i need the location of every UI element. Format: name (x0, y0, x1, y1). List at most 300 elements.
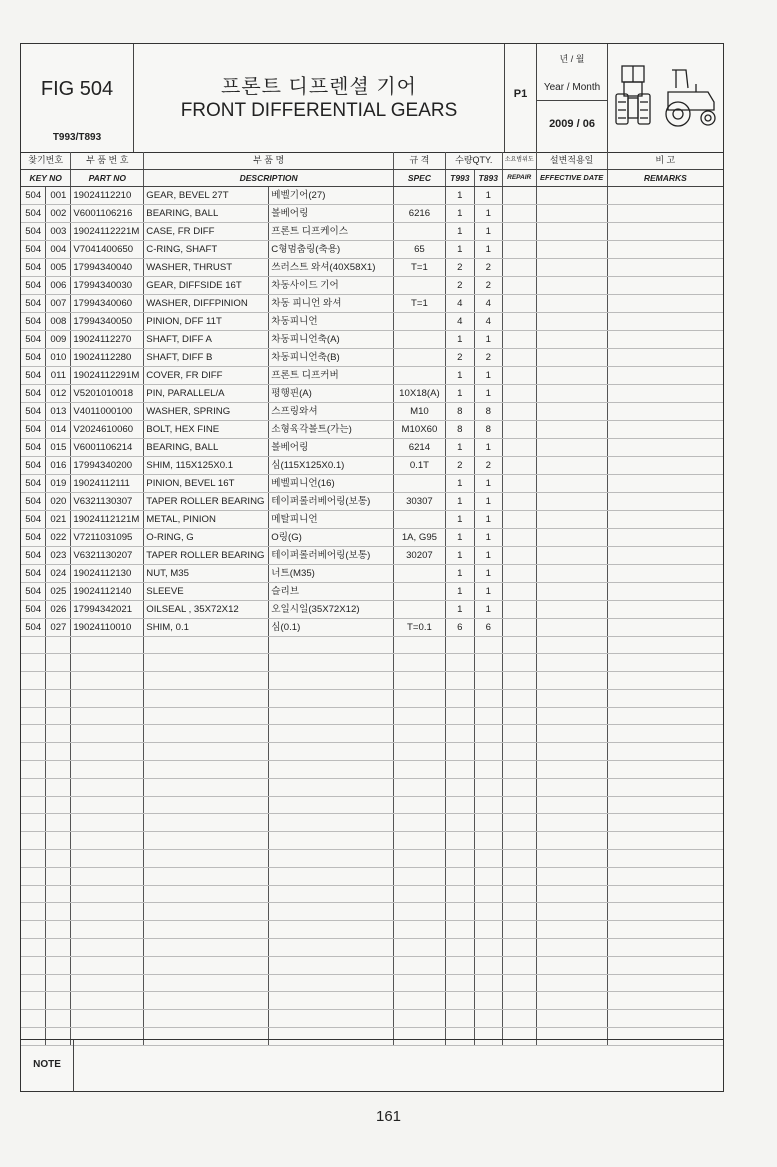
key-number: 024 (46, 564, 71, 582)
repair (502, 438, 536, 456)
key-group: 504 (21, 294, 46, 312)
part-number: 19024112210 (71, 186, 144, 204)
remarks (607, 420, 723, 438)
key-group: 504 (21, 600, 46, 618)
fig-box (21, 44, 134, 152)
year-month-english: Year / Month (543, 82, 601, 93)
remarks (607, 222, 723, 240)
qty-t993: 1 (445, 222, 474, 240)
repair (502, 276, 536, 294)
empty-row (21, 636, 723, 654)
description: GEAR, BEVEL 27T (144, 186, 269, 204)
table-row (21, 312, 723, 330)
table-row (21, 438, 723, 456)
table-row (21, 564, 723, 582)
repair (502, 456, 536, 474)
qty-t993: 2 (445, 456, 474, 474)
year-month-box (537, 44, 608, 152)
table-row (21, 510, 723, 528)
korean-name: 프론트 디프커버 (269, 366, 394, 384)
repair (502, 240, 536, 258)
repair (502, 348, 536, 366)
remarks (607, 510, 723, 528)
part-number: 19024112121M (71, 510, 144, 528)
key-group: 504 (21, 474, 46, 492)
korean-name: 프론트 디프케이스 (269, 222, 394, 240)
remarks (607, 546, 723, 564)
key-number: 013 (46, 402, 71, 420)
qty-t993: 1 (445, 474, 474, 492)
table-row (21, 330, 723, 348)
qty-t993: 1 (445, 384, 474, 402)
description: PINION, BEVEL 16T (144, 474, 269, 492)
qty-t893: 1 (474, 240, 502, 258)
remarks (607, 564, 723, 582)
effective-date (536, 618, 607, 636)
qty-t893: 2 (474, 456, 502, 474)
remarks (607, 402, 723, 420)
qty-t993: 4 (445, 294, 474, 312)
effective-date (536, 420, 607, 438)
repair (502, 402, 536, 420)
part-number: 19024112291M (71, 366, 144, 384)
key-number: 001 (46, 186, 71, 204)
repair (502, 294, 536, 312)
qty-t993: 1 (445, 564, 474, 582)
spec: T=1 (393, 258, 445, 276)
qty-t993: 1 (445, 600, 474, 618)
parts-table (21, 152, 723, 1046)
spec: 1A, G95 (393, 528, 445, 546)
part-number: 17994340200 (71, 456, 144, 474)
qty-t993: 1 (445, 204, 474, 222)
remarks (607, 366, 723, 384)
col-part-kr: 부 품 번 호 (71, 152, 144, 169)
key-group: 504 (21, 348, 46, 366)
qty-t993: 1 (445, 330, 474, 348)
key-group: 504 (21, 546, 46, 564)
empty-row (21, 885, 723, 903)
spec (393, 474, 445, 492)
korean-name: 테이퍼롤러베어링(보통) (269, 492, 394, 510)
key-group: 504 (21, 402, 46, 420)
empty-row (21, 974, 723, 992)
table-row (21, 366, 723, 384)
key-group: 504 (21, 186, 46, 204)
tractor-icon (612, 58, 722, 138)
effective-date (536, 384, 607, 402)
qty-t993: 8 (445, 402, 474, 420)
empty-row (21, 707, 723, 725)
col-spec-en: SPEC (393, 169, 445, 186)
remarks (607, 618, 723, 636)
repair (502, 222, 536, 240)
repair (502, 366, 536, 384)
empty-row (21, 939, 723, 957)
effective-date (536, 546, 607, 564)
qty-t893: 2 (474, 258, 502, 276)
qty-t893: 1 (474, 438, 502, 456)
header-row-korean (21, 152, 723, 169)
qty-t893: 1 (474, 510, 502, 528)
key-number: 009 (46, 330, 71, 348)
effective-date (536, 582, 607, 600)
col-rem-kr: 비 고 (607, 152, 723, 169)
remarks (607, 294, 723, 312)
empty-row (21, 743, 723, 761)
table-row (21, 276, 723, 294)
description: SHIM, 0.1 (144, 618, 269, 636)
effective-date (536, 240, 607, 258)
issue-date: 2009 / 06 (549, 118, 595, 130)
table-row (21, 492, 723, 510)
part-number: 19024110010 (71, 618, 144, 636)
repair (502, 204, 536, 222)
part-number: 19024112111 (71, 474, 144, 492)
empty-row (21, 689, 723, 707)
remarks (607, 528, 723, 546)
qty-t993: 2 (445, 276, 474, 294)
col-key-en: KEY NO (21, 169, 71, 186)
key-number: 015 (46, 438, 71, 456)
spec: 30207 (393, 546, 445, 564)
empty-row (21, 850, 723, 868)
empty-row (21, 992, 723, 1010)
description: NUT, M35 (144, 564, 269, 582)
qty-t893: 8 (474, 402, 502, 420)
part-number: V6321130307 (71, 492, 144, 510)
table-row (21, 186, 723, 204)
tractor-illustration-box (608, 44, 725, 152)
korean-name: 볼베어링 (269, 204, 394, 222)
spec: 6214 (393, 438, 445, 456)
page-code-box (505, 44, 537, 152)
part-number: 19024112270 (71, 330, 144, 348)
description: PIN, PARALLEL/A (144, 384, 269, 402)
key-number: 025 (46, 582, 71, 600)
table-row (21, 528, 723, 546)
description: SLEEVE (144, 582, 269, 600)
remarks (607, 474, 723, 492)
key-number: 005 (46, 258, 71, 276)
title-korean: 프론트 디프렌셜 기어 (221, 76, 417, 98)
qty-t993: 6 (445, 618, 474, 636)
key-number: 023 (46, 546, 71, 564)
qty-t993: 1 (445, 510, 474, 528)
repair (502, 420, 536, 438)
part-number: 19024112130 (71, 564, 144, 582)
table-row (21, 474, 723, 492)
korean-name: 차동피니언축(B) (269, 348, 394, 366)
model-code: T993/T893 (52, 132, 102, 143)
qty-t993: 4 (445, 312, 474, 330)
remarks (607, 600, 723, 618)
spec: 0.1T (393, 456, 445, 474)
empty-row (21, 867, 723, 885)
effective-date (536, 258, 607, 276)
key-group: 504 (21, 438, 46, 456)
table-row (21, 618, 723, 636)
effective-date (536, 492, 607, 510)
key-number: 010 (46, 348, 71, 366)
part-number: V6001106214 (71, 438, 144, 456)
part-number: V7041400650 (71, 240, 144, 258)
description: WASHER, DIFFPINION (144, 294, 269, 312)
qty-t893: 1 (474, 546, 502, 564)
part-number: 17994340040 (71, 258, 144, 276)
qty-t993: 1 (445, 528, 474, 546)
col-desc-en: DESCRIPTION (144, 169, 394, 186)
empty-row (21, 654, 723, 672)
key-group: 504 (21, 564, 46, 582)
remarks (607, 492, 723, 510)
key-group: 504 (21, 528, 46, 546)
description: OILSEAL , 35X72X12 (144, 600, 269, 618)
effective-date (536, 438, 607, 456)
spec: 6216 (393, 204, 445, 222)
repair (502, 330, 536, 348)
remarks (607, 186, 723, 204)
key-group: 504 (21, 204, 46, 222)
remarks (607, 582, 723, 600)
key-group: 504 (21, 510, 46, 528)
key-group: 504 (21, 456, 46, 474)
korean-name: 베벨피니언(16) (269, 474, 394, 492)
col-repair-en: REPAIR (502, 169, 536, 186)
korean-name: 평행핀(A) (269, 384, 394, 402)
col-rem-en: REMARKS (607, 169, 723, 186)
korean-name: 너트(M35) (269, 564, 394, 582)
spec (393, 312, 445, 330)
qty-t893: 1 (474, 600, 502, 618)
repair (502, 582, 536, 600)
header-row-english (21, 169, 723, 186)
korean-name: 차동사이드 기어 (269, 276, 394, 294)
repair (502, 312, 536, 330)
col-eff-en: EFFECTIVE DATE (536, 169, 607, 186)
qty-t893: 1 (474, 474, 502, 492)
key-number: 014 (46, 420, 71, 438)
description: COVER, FR DIFF (144, 366, 269, 384)
qty-t893: 1 (474, 582, 502, 600)
qty-t893: 4 (474, 294, 502, 312)
qty-t893: 1 (474, 528, 502, 546)
qty-t993: 1 (445, 492, 474, 510)
table-row (21, 240, 723, 258)
key-number: 002 (46, 204, 71, 222)
effective-date (536, 186, 607, 204)
qty-t893: 1 (474, 564, 502, 582)
repair (502, 492, 536, 510)
repair (502, 618, 536, 636)
repair (502, 546, 536, 564)
col-qty-b: T893 (474, 169, 502, 186)
empty-row (21, 903, 723, 921)
korean-name: 메탈피니언 (269, 510, 394, 528)
part-number: 17994340030 (71, 276, 144, 294)
spec (393, 510, 445, 528)
spec: M10X60 (393, 420, 445, 438)
key-group: 504 (21, 582, 46, 600)
table-row (21, 402, 723, 420)
effective-date (536, 222, 607, 240)
effective-date (536, 348, 607, 366)
korean-name: 오일시일(35X72X12) (269, 600, 394, 618)
spec (393, 186, 445, 204)
key-group: 504 (21, 222, 46, 240)
remarks (607, 240, 723, 258)
empty-row (21, 778, 723, 796)
effective-date (536, 294, 607, 312)
effective-date (536, 600, 607, 618)
empty-row (21, 761, 723, 779)
parts-table-body (21, 186, 723, 1045)
qty-t893: 8 (474, 420, 502, 438)
key-number: 003 (46, 222, 71, 240)
col-key-kr: 찾기번호 (21, 152, 71, 169)
description: O-RING, G (144, 528, 269, 546)
parts-sheet (20, 43, 724, 1092)
effective-date (536, 474, 607, 492)
empty-row (21, 921, 723, 939)
korean-name: 쓰러스트 와셔(40X58X1) (269, 258, 394, 276)
key-number: 006 (46, 276, 71, 294)
effective-date (536, 366, 607, 384)
korean-name: 스프링와셔 (269, 402, 394, 420)
col-qty-a: T993 (445, 169, 474, 186)
effective-date (536, 528, 607, 546)
effective-date (536, 402, 607, 420)
col-desc-kr: 부 품 명 (144, 152, 394, 169)
effective-date (536, 510, 607, 528)
korean-name: 슬리브 (269, 582, 394, 600)
table-row (21, 348, 723, 366)
qty-t993: 1 (445, 438, 474, 456)
qty-t993: 1 (445, 186, 474, 204)
spec: M10 (393, 402, 445, 420)
description: SHAFT, DIFF A (144, 330, 269, 348)
part-number: 17994340060 (71, 294, 144, 312)
qty-t893: 2 (474, 348, 502, 366)
col-eff-kr: 설변적용일 (536, 152, 607, 169)
remarks (607, 330, 723, 348)
korean-name: 소형육각볼트(가는) (269, 420, 394, 438)
effective-date (536, 312, 607, 330)
key-number: 007 (46, 294, 71, 312)
year-month-korean: 년 / 월 (559, 54, 585, 64)
col-spec-kr: 규 격 (393, 152, 445, 169)
spec: 65 (393, 240, 445, 258)
table-row (21, 582, 723, 600)
description: C-RING, SHAFT (144, 240, 269, 258)
remarks (607, 456, 723, 474)
empty-row (21, 672, 723, 690)
sheet-header (21, 44, 723, 153)
repair (502, 384, 536, 402)
spec: T=1 (393, 294, 445, 312)
part-number: 17994342021 (71, 600, 144, 618)
part-number: 17994340050 (71, 312, 144, 330)
effective-date (536, 204, 607, 222)
part-number: V5201010018 (71, 384, 144, 402)
repair (502, 510, 536, 528)
description: GEAR, DIFFSIDE 16T (144, 276, 269, 294)
table-row (21, 294, 723, 312)
description: WASHER, THRUST (144, 258, 269, 276)
spec (393, 330, 445, 348)
effective-date (536, 330, 607, 348)
part-number: V6001106216 (71, 204, 144, 222)
description: BEARING, BALL (144, 204, 269, 222)
key-number: 019 (46, 474, 71, 492)
part-number: 19024112140 (71, 582, 144, 600)
effective-date (536, 564, 607, 582)
empty-row (21, 814, 723, 832)
remarks (607, 384, 723, 402)
part-number: 19024112280 (71, 348, 144, 366)
spec (393, 600, 445, 618)
key-group: 504 (21, 384, 46, 402)
remarks (607, 348, 723, 366)
spec: 10X18(A) (393, 384, 445, 402)
korean-name: 테이퍼롤러베어링(보통) (269, 546, 394, 564)
effective-date (536, 456, 607, 474)
part-number: 19024112221M (71, 222, 144, 240)
note-box (21, 1039, 723, 1092)
remarks (607, 276, 723, 294)
title-english: FRONT DIFFERENTIAL GEARS (180, 100, 458, 121)
description: PINION, DFF 11T (144, 312, 269, 330)
key-number: 026 (46, 600, 71, 618)
qty-t993: 1 (445, 366, 474, 384)
col-part-en: PART NO (71, 169, 144, 186)
description: WASHER, SPRING (144, 402, 269, 420)
key-number: 011 (46, 366, 71, 384)
qty-t893: 2 (474, 276, 502, 294)
qty-t893: 1 (474, 492, 502, 510)
table-row (21, 546, 723, 564)
qty-t893: 1 (474, 204, 502, 222)
table-row (21, 420, 723, 438)
note-label: NOTE (21, 1040, 74, 1092)
key-group: 504 (21, 420, 46, 438)
korean-name: 차동피니언 (269, 312, 394, 330)
empty-row (21, 956, 723, 974)
qty-t893: 1 (474, 330, 502, 348)
repair (502, 258, 536, 276)
part-number: V2024610060 (71, 420, 144, 438)
table-row (21, 204, 723, 222)
effective-date (536, 276, 607, 294)
col-qty-kr: 수량QTY. (445, 152, 502, 169)
qty-t893: 6 (474, 618, 502, 636)
remarks (607, 438, 723, 456)
key-group: 504 (21, 618, 46, 636)
description: TAPER ROLLER BEARING (144, 492, 269, 510)
description: METAL, PINION (144, 510, 269, 528)
qty-t993: 1 (445, 546, 474, 564)
description: TAPER ROLLER BEARING (144, 546, 269, 564)
qty-t893: 4 (474, 312, 502, 330)
qty-t893: 1 (474, 186, 502, 204)
table-row (21, 384, 723, 402)
part-number: V6321130207 (71, 546, 144, 564)
empty-row (21, 1010, 723, 1028)
table-row (21, 258, 723, 276)
korean-name: 볼베어링 (269, 438, 394, 456)
fig-number: FIG 504 (40, 78, 114, 100)
key-group: 504 (21, 492, 46, 510)
